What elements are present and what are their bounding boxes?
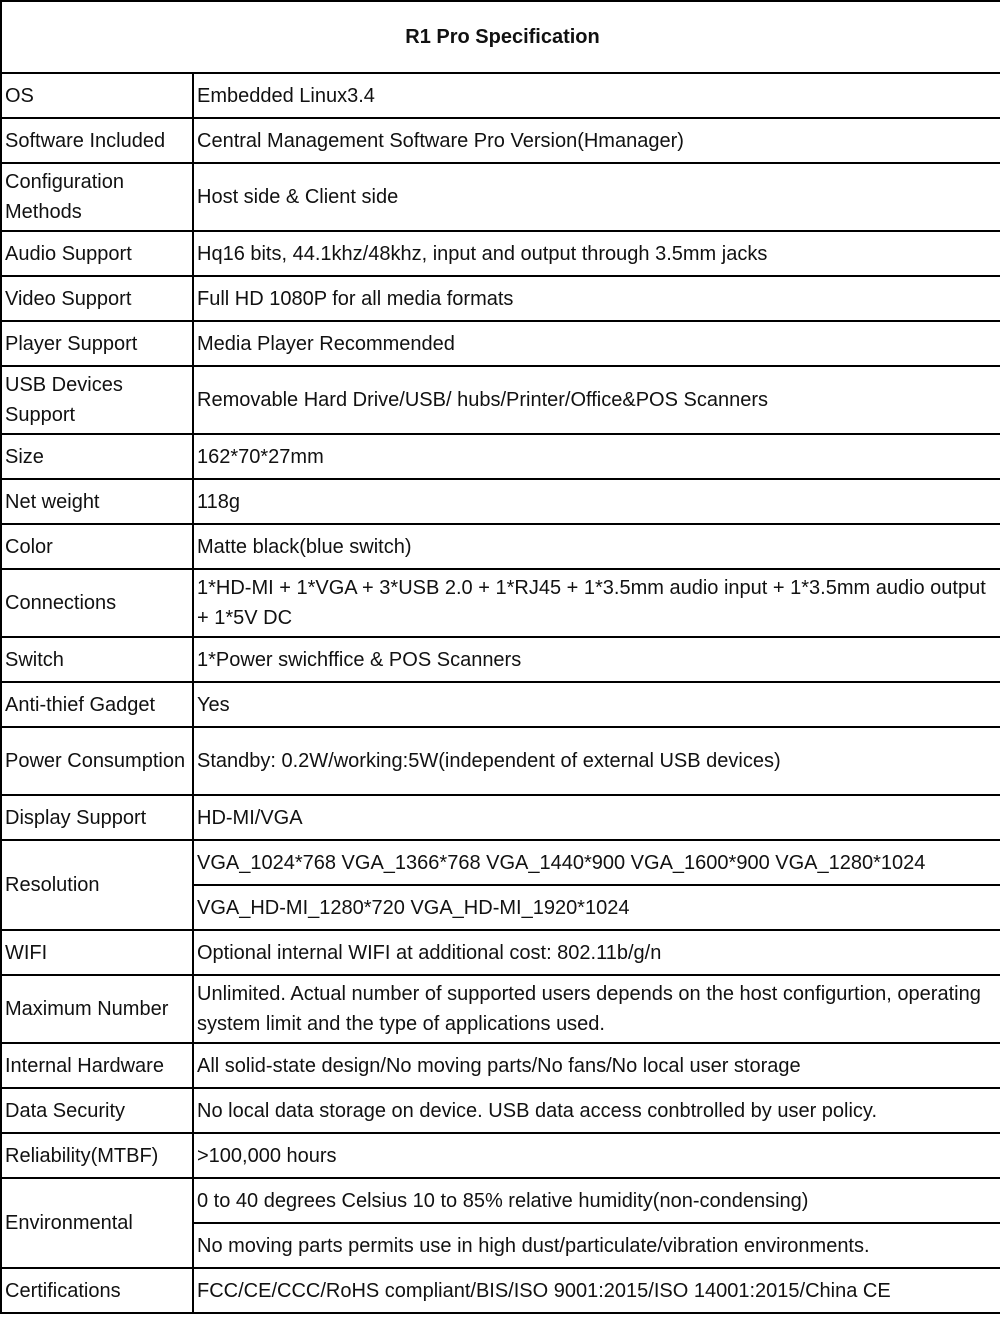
row-value: Unlimited. Actual number of supported users depends on the host configurtion, operating system limit and the type of applications used. — [193, 975, 1000, 1043]
row-value: Matte black(blue switch) — [193, 524, 1000, 569]
table-row — [1, 637, 1000, 682]
row-label: Color — [1, 524, 193, 569]
row-label: Player Support — [1, 321, 193, 366]
table-row — [1, 1178, 1000, 1223]
row-label: Environmental — [1, 1178, 193, 1268]
row-value: VGA_HD-MI_1280*720 VGA_HD-MI_1920*1024 — [193, 885, 1000, 930]
row-value: HD-MI/VGA — [193, 795, 1000, 840]
row-label: Audio Support — [1, 231, 193, 276]
table-row — [1, 321, 1000, 366]
table-row — [1, 434, 1000, 479]
row-label: OS — [1, 73, 193, 118]
row-value: Media Player Recommended — [193, 321, 1000, 366]
row-value: 1*HD-MI + 1*VGA + 3*USB 2.0 + 1*RJ45 + 1*3.5mm audio input + 1*3.5mm audio output + 1*5V DC — [193, 569, 1000, 637]
row-value: Removable Hard Drive/USB/ hubs/Printer/Office&POS Scanners — [193, 366, 1000, 434]
table-row — [1, 73, 1000, 118]
table-row — [1, 930, 1000, 975]
row-value: Central Management Software Pro Version(Hmanager) — [193, 118, 1000, 163]
row-label: USB Devices Support — [1, 366, 193, 434]
row-label: Resolution — [1, 840, 193, 930]
row-label: WIFI — [1, 930, 193, 975]
row-label: Connections — [1, 569, 193, 637]
row-label: Anti-thief Gadget — [1, 682, 193, 727]
table-row — [1, 569, 1000, 637]
row-label: Size — [1, 434, 193, 479]
row-value: Optional internal WIFI at additional cost: 802.11b/g/n — [193, 930, 1000, 975]
row-value: Full HD 1080P for all media formats — [193, 276, 1000, 321]
row-value: FCC/CE/CCC/RoHS compliant/BIS/ISO 9001:2015/ISO 14001:2015/China CE — [193, 1268, 1000, 1313]
table-row — [1, 1133, 1000, 1178]
row-label: Software Included — [1, 118, 193, 163]
row-value: Standby: 0.2W/working:5W(independent of external USB devices) — [193, 727, 1000, 795]
row-label: Power Consumption — [1, 727, 193, 795]
table-row — [1, 795, 1000, 840]
row-value: >100,000 hours — [193, 1133, 1000, 1178]
row-label: Reliability(MTBF) — [1, 1133, 193, 1178]
table-row — [1, 524, 1000, 569]
row-value: VGA_1024*768 VGA_1366*768 VGA_1440*900 VGA_1600*900 VGA_1280*1024 — [193, 840, 1000, 885]
row-value: 162*70*27mm — [193, 434, 1000, 479]
row-label: Maximum Number — [1, 975, 193, 1043]
row-value: No moving parts permits use in high dust/particulate/vibration environments. — [193, 1223, 1000, 1268]
table-row — [1, 479, 1000, 524]
table-row — [1, 727, 1000, 795]
row-value: No local data storage on device. USB data access conbtrolled by user policy. — [193, 1088, 1000, 1133]
row-value: 1*Power swichffice & POS Scanners — [193, 637, 1000, 682]
row-value: Embedded Linux3.4 — [193, 73, 1000, 118]
row-label: Net weight — [1, 479, 193, 524]
row-label: Display Support — [1, 795, 193, 840]
row-value: 118g — [193, 479, 1000, 524]
table-row — [1, 975, 1000, 1043]
table-row — [1, 163, 1000, 231]
table-row — [1, 1043, 1000, 1088]
table-row — [1, 366, 1000, 434]
row-label: Configuration Methods — [1, 163, 193, 231]
row-value: Hq16 bits, 44.1khz/48khz, input and output through 3.5mm jacks — [193, 231, 1000, 276]
table-row — [1, 118, 1000, 163]
table-row — [1, 276, 1000, 321]
table-row — [1, 231, 1000, 276]
row-value: Host side & Client side — [193, 163, 1000, 231]
row-label: Certifications — [1, 1268, 193, 1313]
table-title: R1 Pro Specification — [1, 1, 1000, 73]
row-value: Yes — [193, 682, 1000, 727]
table-row — [1, 840, 1000, 885]
row-value: All solid-state design/No moving parts/No fans/No local user storage — [193, 1043, 1000, 1088]
row-label: Internal Hardware — [1, 1043, 193, 1088]
row-label: Switch — [1, 637, 193, 682]
table-row — [1, 682, 1000, 727]
table-row — [1, 1088, 1000, 1133]
row-label: Data Security — [1, 1088, 193, 1133]
table-row — [1, 1268, 1000, 1313]
row-value: 0 to 40 degrees Celsius 10 to 85% relative humidity(non-condensing) — [193, 1178, 1000, 1223]
row-label: Video Support — [1, 276, 193, 321]
